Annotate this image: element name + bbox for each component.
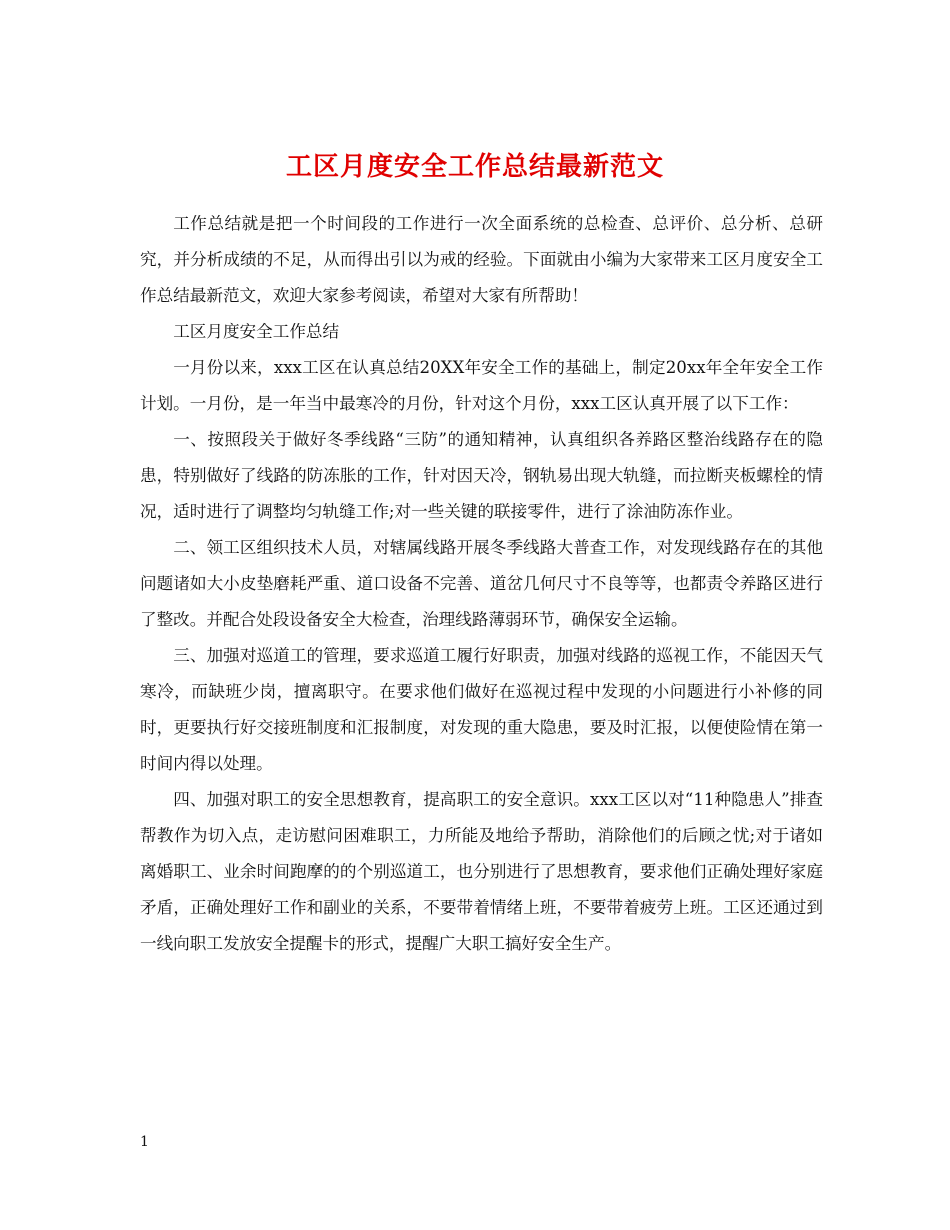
body-paragraph: 四、加强对职工的安全思想教育，提高职工的安全意识。xxx工区以对“11种隐患人”排查帮教作为切入点，走访慰问困难职工，力所能及地给予帮助，消除他们的后顾之忧;对于诸如离婚职工、业余时间跑摩的的个别巡道工，也分别进行了思想教育，要求他们正确处理好家庭矛盾，正确处理好工作和副业的关系，不要带着情绪上班，不要带着疲劳上班。工区还通过到一线向职工发放安全提醒卡的形式，提醒广大职工搞好安全生产。 xyxy=(140,790,823,953)
body-paragraph: 一月份以来，xxx工区在认真总结20XX年安全工作的基础上，制定20xx年全年安全工作计划。一月份，是一年当中最寒冷的月份，针对这个月份，xxx工区认真开展了以下工作： xyxy=(140,358,823,413)
section-heading: 工区月度安全工作总结 xyxy=(173,322,340,341)
page-number: 1 xyxy=(140,1134,149,1150)
body-paragraph: 一、按照段关于做好冬季线路“三防”的通知精神，认真组织各养路区整治线路存在的隐患，特别做好了线路的防冻胀的工作，针对因天冷，钢轨易出现大轨缝，而拉断夹板螺栓的情况，适时进行了调整均匀轨缝工作;对一些关键的联接零件，进行了涂油防冻作业。 xyxy=(140,430,823,521)
document-body xyxy=(140,206,823,962)
body-paragraph: 二、领工区组织技术人员，对辖属线路开展冬季线路大普查工作，对发现线路存在的其他问题诸如大小皮垫磨耗严重、道口设备不完善、道岔几何尺寸不良等等，也都责令养路区进行了整改。并配合处段设备安全大检查，治理线路薄弱环节，确保安全运输。 xyxy=(140,538,823,629)
intro-paragraph: 工作总结就是把一个时间段的工作进行一次全面系统的总检查、总评价、总分析、总研究，并分析成绩的不足，从而得出引以为戒的经验。下面就由小编为大家带来工区月度安全工作总结最新范文，欢迎大家参考阅读，希望对大家有所帮助！ xyxy=(140,214,823,305)
body-paragraph: 三、加强对巡道工的管理，要求巡道工履行好职责，加强对线路的巡视工作，不能因天气寒冷，而缺班少岗，擅离职守。在要求他们做好在巡视过程中发现的小问题进行小补修的同时，更要执行好交接班制度和汇报制度，对发现的重大隐患，要及时汇报，以便使险情在第一时间内得以处理。 xyxy=(140,646,823,773)
document-title: 工区月度安全工作总结最新范文 xyxy=(285,152,664,183)
